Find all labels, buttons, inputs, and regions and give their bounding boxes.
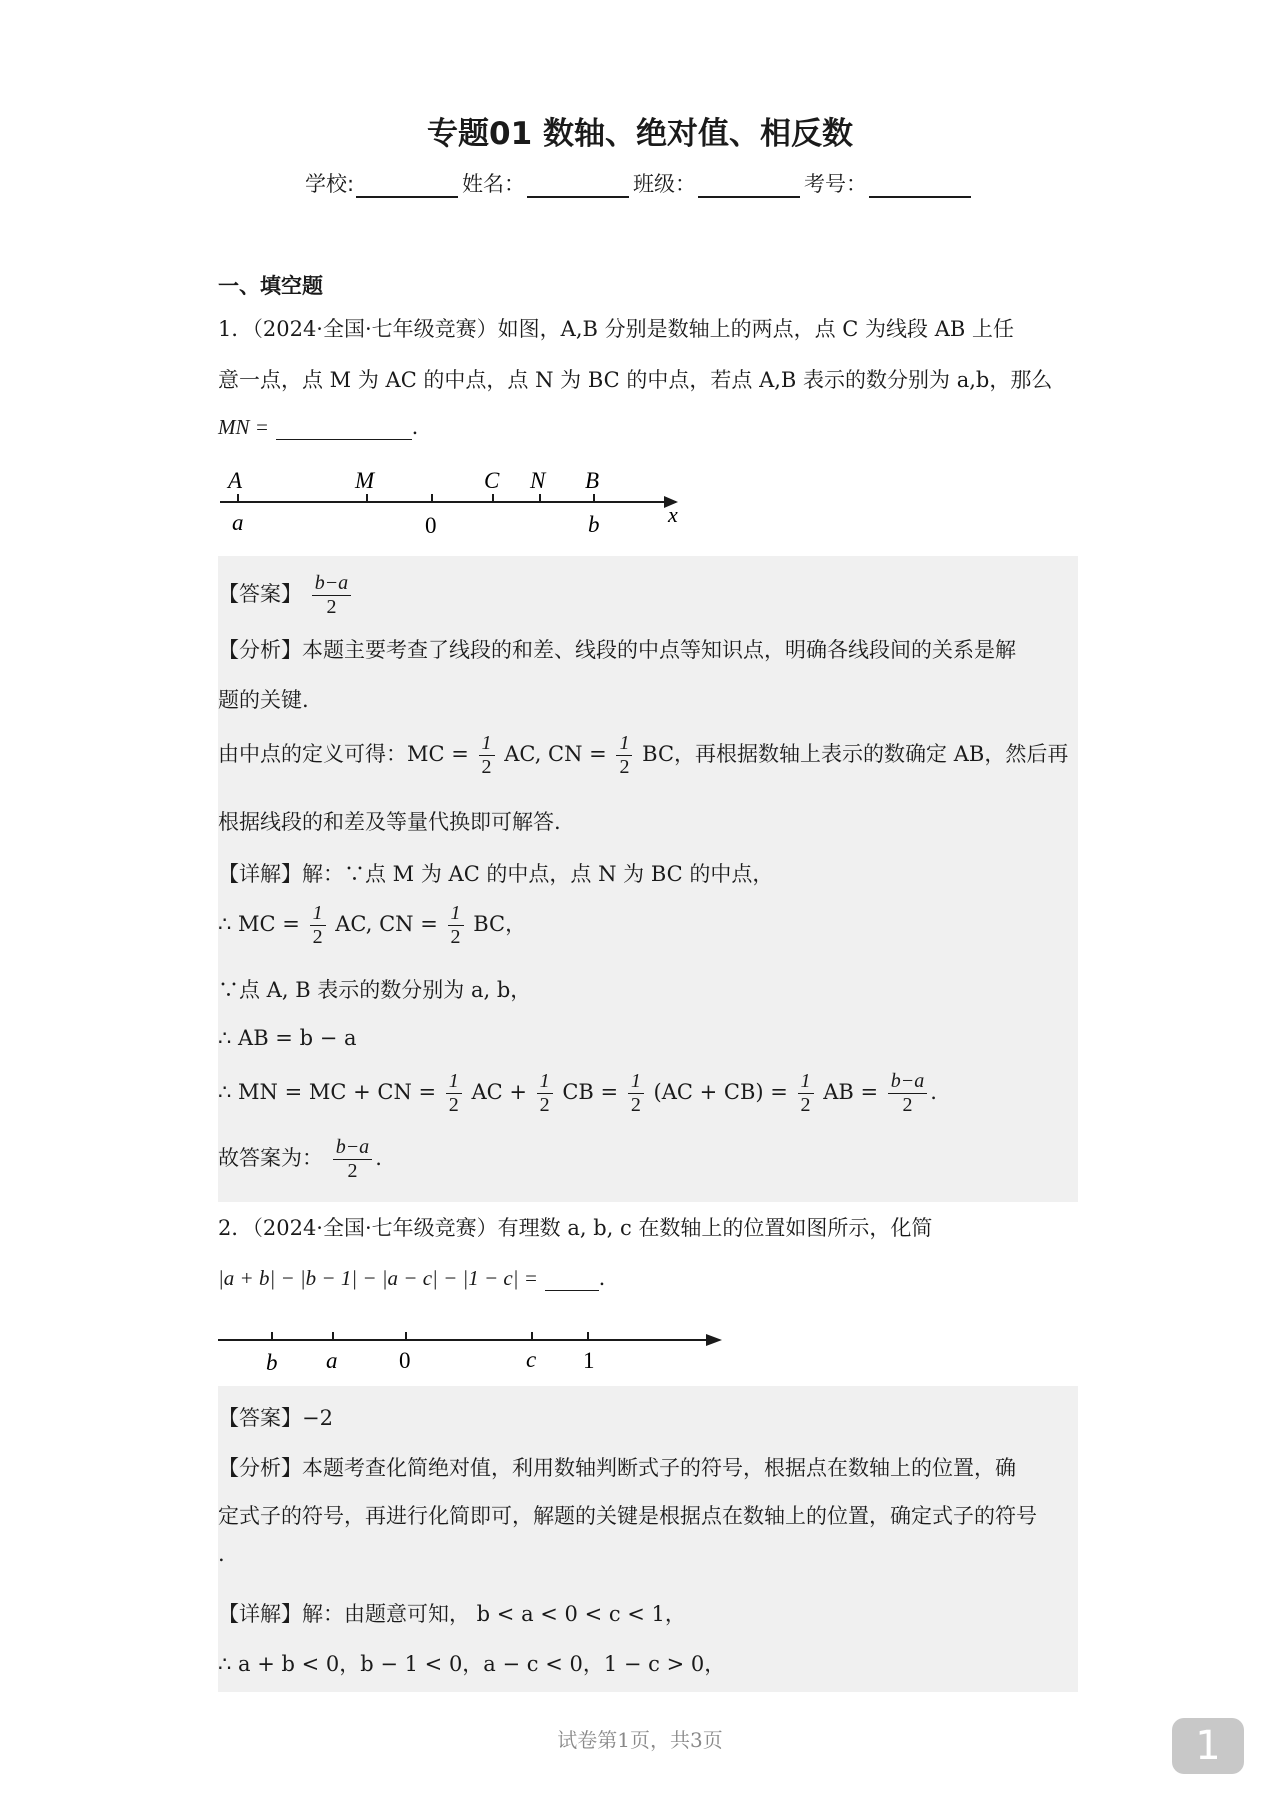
school-blank [356, 174, 458, 198]
q1-detail-1: 【详解】解：∵点 M 为 AC 的中点，点 N 为 BC 的中点， [218, 862, 774, 886]
q1-point-b: B [585, 468, 600, 493]
exam-no-label: 考号： [804, 172, 868, 196]
q2-analysis-1: 【分析】本题考查化简绝对值，利用数轴判断式子的符号，根据点在数轴上的位置，确 [218, 1456, 1016, 1480]
q1-analysis-2: 题的关键. [218, 688, 309, 712]
q1-detail-3: ∵点 A, B 表示的数分别为 a, b， [218, 978, 532, 1002]
q2-analysis-2: 定式子的符号，再进行化简即可，解题的关键是根据点在数轴上的位置，确定式子的符号 [218, 1504, 1037, 1528]
q2-answer-block [218, 1386, 1078, 1692]
q1-line-1: 1．（2024·全国·七年级竞赛）如图，A,B 分别是数轴上的两点，点 C 为线段 AB 上任 [218, 317, 1014, 341]
q1-value-b: b [588, 512, 600, 537]
q2-number-line [210, 1326, 730, 1374]
half-fraction: $\frac{1}{2}$ [616, 732, 632, 779]
half-fraction: $\frac{1}{2}$ [798, 1070, 814, 1117]
q1-analysis-4: 根据线段的和差及等量代换即可解答. [218, 810, 561, 834]
q1-point-m: M [355, 468, 375, 493]
answer-fraction: $\frac{b-a}{2}$ [888, 1070, 928, 1117]
name-label: 姓名： [462, 172, 526, 196]
q1-axis-x-label: x [668, 502, 678, 527]
q1-analysis-3: 由中点的定义可得：MC = $\frac{1}{2}$ AC, CN = $\frac{1}{2}$ BC，再根据数轴上表示的数确定 AB，然后再 [218, 732, 1069, 778]
q1-number-line [210, 462, 690, 544]
page-footer: 试卷第1页，共3页 [557, 1728, 723, 1752]
half-fraction: $\frac{1}{2}$ [537, 1070, 553, 1117]
q1-analysis-1: 【分析】本题主要考查了线段的和差、线段的中点等知识点，明确各线段间的关系是解 [218, 638, 1016, 662]
q2-line-2: |a + b| − |b − 1| − |a − c| − |1 − c| = . [218, 1266, 606, 1290]
q1-mn-expr: MN = [218, 415, 269, 439]
q2-line-1: 2．（2024·全国·七年级竞赛）有理数 a, b, c 在数轴上的位置如图所示，化简 [218, 1216, 933, 1240]
q1-detail-2: ∴ MC = $\frac{1}{2}$ AC, CN = $\frac{1}{2}$ BC， [218, 902, 527, 948]
q1-point-n: N [530, 468, 546, 493]
q1-line-3 [218, 415, 418, 440]
q2-analysis-3: . [218, 1542, 225, 1566]
class-label: 班级： [633, 172, 697, 196]
q1-answer-line [218, 572, 354, 619]
student-info-row [0, 168, 1280, 198]
page-number-badge[interactable]: 1 [1172, 1718, 1244, 1774]
exam-no-blank [869, 174, 971, 198]
half-fraction: $\frac{1}{2}$ [448, 902, 464, 949]
q1-line-3-end: . [411, 415, 419, 439]
q1-conclusion: 故答案为： $\frac{b-a}{2}$ . [218, 1136, 382, 1182]
school-label: 学校: [304, 172, 355, 196]
answer-fraction: $\frac{b-a}{2}$ [333, 1136, 373, 1183]
q2-label-c: c [526, 1347, 537, 1372]
q1-line-2: 意一点，点 M 为 AC 的中点，点 N 为 BC 的中点，若点 A,B 表示的数分别为 a,b，那么 [218, 368, 1053, 392]
q2-answer: 【答案】−2 [218, 1406, 333, 1430]
q1-answer-blank [276, 419, 412, 440]
q1-point-a: A [228, 468, 243, 493]
q1-point-c: C [484, 468, 500, 493]
q1-answer-label: 【答案】 [218, 582, 302, 606]
q2-detail-2: ∴ a + b < 0，b − 1 < 0，a − c < 0，1 − c > 0， [218, 1652, 726, 1676]
q1-detail-5: ∴ MN = MC + CN = $\frac{1}{2}$ AC + $\frac{1}{2}$ CB = $\frac{1}{2}$ (AC + CB) = $\frac{1}{2}$ AB = $\frac{b-a}{2}$ . [218, 1070, 937, 1116]
name-blank [527, 174, 629, 198]
half-fraction: $\frac{1}{2}$ [628, 1070, 644, 1117]
q2-expression: |a + b| − |b − 1| − |a − c| − |1 − c| = [218, 1266, 538, 1290]
section-title: 一、填空题 [218, 274, 323, 298]
q1-value-a: a [232, 510, 244, 535]
q2-answer-blank [545, 1270, 599, 1291]
page-title: 专题01 数轴、绝对值、相反数 [427, 116, 853, 152]
half-fraction: $\frac{1}{2}$ [310, 902, 326, 949]
q1-answer-block [218, 556, 1078, 1202]
half-fraction: $\frac{1}{2}$ [479, 732, 495, 779]
q2-detail-1: 【详解】解：由题意可知， b < a < 0 < c < 1， [218, 1602, 686, 1626]
class-blank [698, 174, 800, 198]
q1-detail-4: ∴ AB = b − a [218, 1026, 357, 1050]
q2-label-a: a [326, 1348, 338, 1373]
q1-answer-fraction: $\frac{b-a}{2}$ [312, 572, 352, 619]
half-fraction: $\frac{1}{2}$ [446, 1070, 462, 1117]
q2-label-b: b [266, 1350, 278, 1374]
q2-label-one: 1 [583, 1348, 595, 1373]
q1-value-zero: 0 [425, 513, 437, 538]
q2-label-zero: 0 [399, 1348, 411, 1373]
